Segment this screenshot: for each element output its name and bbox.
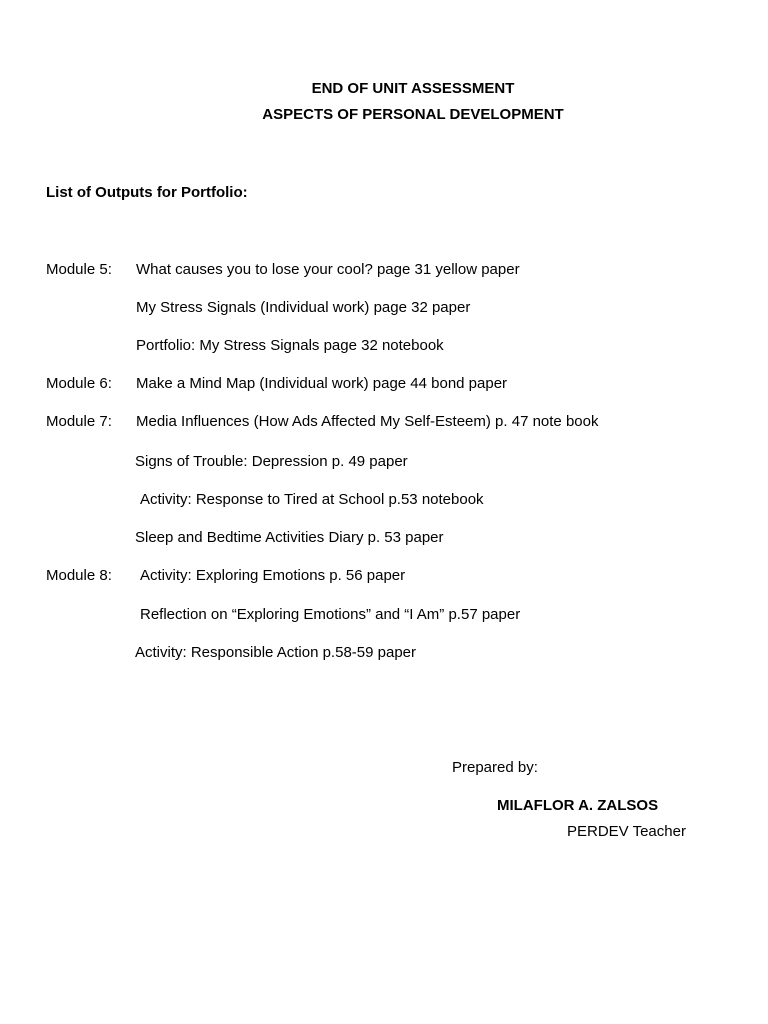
list-item xyxy=(0,375,768,395)
output-item: Activity: Responsible Action p.58-59 paper xyxy=(135,644,416,661)
output-item: Portfolio: My Stress Signals page 32 notebook xyxy=(136,337,444,354)
list-item xyxy=(0,261,768,281)
output-item: Make a Mind Map (Individual work) page 44 bond paper xyxy=(136,375,508,392)
author-role: PERDEV Teacher xyxy=(567,823,686,840)
list-item xyxy=(0,606,768,626)
document-subtitle: ASPECTS OF PERSONAL DEVELOPMENT xyxy=(262,106,564,123)
list-item xyxy=(0,529,768,549)
module-label: Module 5: xyxy=(46,261,112,278)
list-item xyxy=(0,567,768,587)
list-item xyxy=(0,453,768,473)
author-name: MILAFLOR A. ZALSOS xyxy=(497,797,659,814)
module-label: Module 8: xyxy=(46,567,112,584)
prepared-by-label: Prepared by: xyxy=(452,759,538,776)
list-item xyxy=(0,299,768,319)
list-item xyxy=(0,337,768,357)
output-item: Signs of Trouble: Depression p. 49 paper xyxy=(135,453,408,470)
module-label: Module 6: xyxy=(46,375,112,392)
list-heading: List of Outputs for Portfolio: xyxy=(46,184,248,201)
output-item: Media Influences (How Ads Affected My Self-Esteem) p. 47 note book xyxy=(136,413,599,430)
output-item: Activity: Response to Tired at School p.53 notebook xyxy=(140,491,484,508)
list-item xyxy=(0,413,768,433)
list-item xyxy=(0,644,768,664)
output-item: Reflection on “Exploring Emotions” and “I Am” p.57 paper xyxy=(140,606,521,623)
list-item xyxy=(0,491,768,511)
output-item: My Stress Signals (Individual work) page 32 paper xyxy=(136,299,471,316)
output-item: What causes you to lose your cool? page 31 yellow paper xyxy=(136,261,520,278)
document-title: END OF UNIT ASSESSMENT xyxy=(311,80,515,97)
module-label: Module 7: xyxy=(46,413,112,430)
output-item: Activity: Exploring Emotions p. 56 paper xyxy=(140,567,406,584)
output-item: Sleep and Bedtime Activities Diary p. 53 paper xyxy=(135,529,444,546)
